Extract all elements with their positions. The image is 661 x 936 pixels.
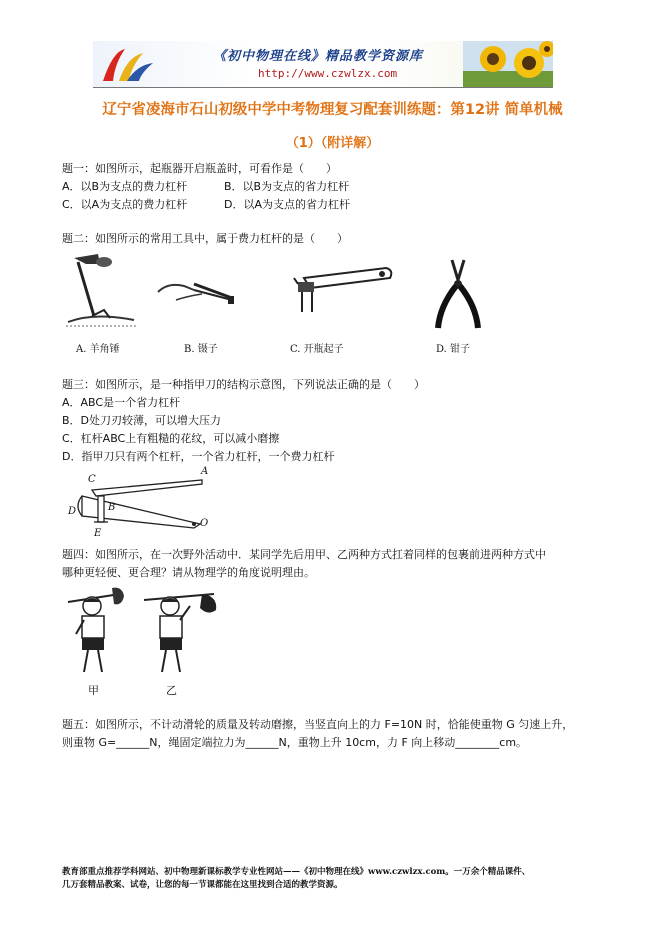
label-b: B <box>108 502 116 513</box>
question-3-option-a: A．ABC是一个省力杠杆 <box>62 396 181 409</box>
question-1 <box>62 160 350 214</box>
question-4 <box>62 546 546 582</box>
question-1-option-d: D．以A为支点的省力杠杆 <box>224 198 350 211</box>
question-3-stem: 题三：如图所示，是一种指甲刀的结构示意图，下列说法正确的是（ ） <box>62 378 425 391</box>
sunflower-image-icon <box>463 41 553 87</box>
question-3 <box>62 376 425 466</box>
caption-yi: 乙 <box>166 684 177 697</box>
footer-line2: 几万套精品教案、试卷，让您的每一节课都能在这里找到合适的教学资源。 <box>62 880 343 890</box>
tool-caption-b: B. 镊子 <box>184 344 218 355</box>
label-c: C <box>88 474 96 485</box>
tool-caption-d: D. 钳子 <box>436 344 471 355</box>
nail-clipper-diagram <box>62 466 212 542</box>
question-1-option-a: A．以B为支点的费力杠杆 <box>62 180 188 193</box>
label-o: O <box>200 518 209 529</box>
students-carrying-icon <box>62 584 222 680</box>
label-d: D <box>68 506 77 517</box>
banner-url[interactable]: http://www.czwlzx.com <box>258 67 398 80</box>
document-subtitle: （1）（附详解） <box>285 136 380 151</box>
page-footer <box>62 866 622 892</box>
label-e: E <box>94 528 102 539</box>
label-a: A <box>201 466 209 477</box>
question-5 <box>62 716 573 752</box>
tool-caption-c: C. 开瓶起子 <box>290 344 344 355</box>
question-1-stem: 题一：如图所示，起瓶器开启瓶盖时，可看作是（ ） <box>62 162 337 175</box>
question-5-line2: 则重物 G=______N，绳固定端拉力为______N，重物上升 10cm，力 F 向上移动________cm。 <box>62 736 528 749</box>
tools-figure <box>62 250 502 360</box>
tool-caption-a: A. 羊角锤 <box>76 344 120 355</box>
question-2-stem: 题二：如图所示的常用工具中，属于费力杠杆的是（ ） <box>62 232 348 245</box>
question-3-option-d: D．指甲刀只有两个杠杆，一个省力杠杆，一个费力杠杆 <box>62 450 335 463</box>
header-banner <box>93 41 553 87</box>
nail-clipper-icon <box>62 466 212 542</box>
banner-title: 《初中物理在线》精品教学资源库 <box>213 49 424 64</box>
caption-jia: 甲 <box>88 684 99 697</box>
site-logo-icon <box>97 43 157 85</box>
question-1-option-c: C．以A为支点的费力杠杆 <box>62 198 188 211</box>
carrying-figure <box>62 584 222 696</box>
pliers-icon <box>430 256 486 332</box>
question-5-line1: 题五：如图所示，不计动滑轮的质量及转动磨擦，当竖直向上的力 F=10N 时，恰能使重物 G 匀速上升， <box>62 718 574 731</box>
question-4-stem-line2: 哪种更轻便、更合理？请从物理学的角度说明理由。 <box>62 566 315 579</box>
document-title: 辽宁省凌海市石山初级中学中考物理复习配套训练题：第12讲 简单机械 <box>102 102 563 118</box>
bottle-opener-icon <box>290 264 400 324</box>
claw-hammer-icon <box>64 250 144 330</box>
header-divider <box>93 87 553 88</box>
question-4-stem-line1: 题四：如图所示，在一次野外活动中．某同学先后用甲、乙两种方式扛着同样的包裹前进两种方式中 <box>62 548 546 561</box>
question-1-option-b: B．以B为支点的省力杠杆 <box>224 180 350 193</box>
footer-line1: 教育部重点推荐学科网站、初中物理新课标教学专业性网站——《初中物理在线》www.czwlzx.com。一万余个精品课件、 <box>62 867 531 877</box>
tweezers-icon <box>154 272 244 322</box>
question-3-option-c: C．杠杆ABC上有粗糙的花纹，可以减小磨擦 <box>62 432 280 445</box>
question-3-option-b: B．D处刀刃较薄，可以增大压力 <box>62 414 222 427</box>
